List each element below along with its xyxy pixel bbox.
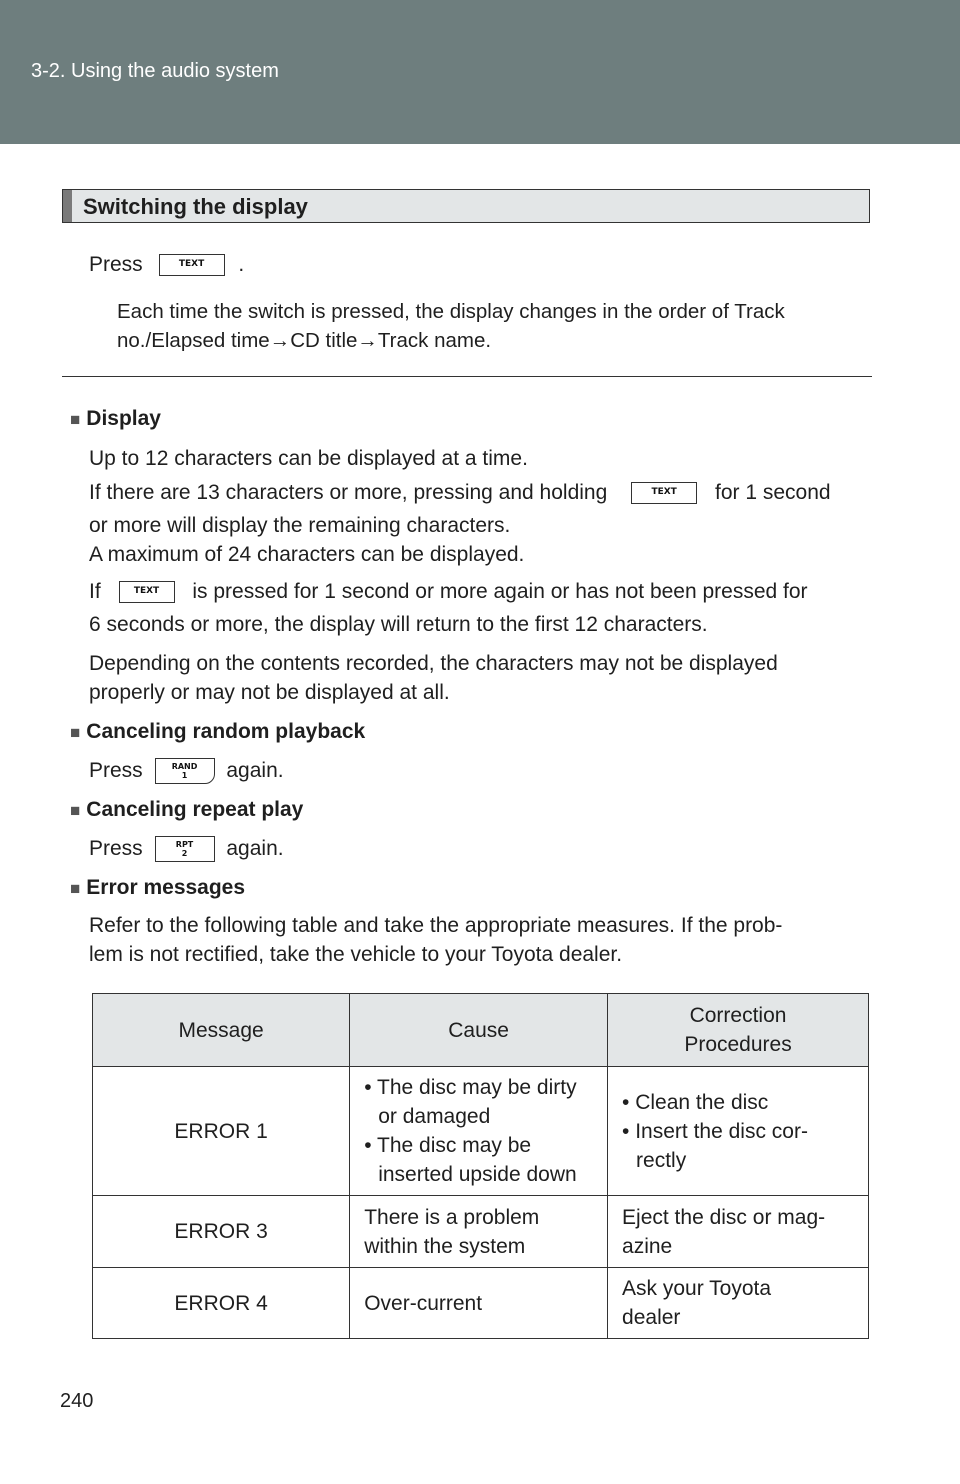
square-bullet-icon: ■	[70, 801, 81, 820]
table-row	[93, 1196, 869, 1268]
col-header-message: Message	[93, 994, 350, 1067]
errors-line1: Refer to the following table and take the appropriate measures. If the prob-	[89, 914, 783, 937]
col-header-correction-text: Correction Procedures	[684, 1004, 792, 1056]
random-press-label: Press	[89, 759, 143, 782]
error-correction	[608, 1268, 869, 1339]
rpt-button-label: RPT	[175, 840, 194, 850]
repeat-press-label: Press	[89, 837, 143, 860]
text-button-icon: TEXT	[159, 254, 225, 276]
error-correction-text: Ask your Toyota dealer	[622, 1277, 772, 1329]
error-cause: Over-current	[350, 1268, 608, 1339]
error-cause	[350, 1067, 608, 1196]
display-line5a: If	[89, 580, 101, 603]
display-line1: Up to 12 characters can be displayed at a time.	[89, 447, 528, 470]
display-line2a: If there are 13 characters or more, pressing and holding	[89, 481, 608, 504]
display-line5b: is pressed for 1 second or more again or has not been pressed for	[192, 580, 808, 603]
correction-bullet: • Clean the disc	[622, 1090, 769, 1114]
switch-desc-line2: no./Elapsed time→CD title→Track name.	[117, 329, 492, 352]
square-bullet-icon: ■	[70, 410, 81, 429]
display-line6: 6 seconds or more, the display will return to the first 12 characters.	[89, 613, 708, 636]
repeat-heading: Canceling repeat play	[86, 798, 304, 821]
rpt-button-number: 2	[181, 849, 188, 859]
rand-button-label: RAND	[171, 762, 198, 772]
cause-bullet: • The disc may be dirty or damaged	[364, 1076, 577, 1128]
random-heading: Canceling random playback	[86, 720, 366, 743]
table-row	[93, 1067, 869, 1196]
display-line8: properly or may not be displayed at all.	[89, 681, 450, 704]
display-line3: or more will display the remaining characters.	[89, 514, 511, 537]
section-title-box	[62, 189, 870, 223]
table-header-row	[93, 994, 869, 1067]
repeat-again: again.	[226, 837, 284, 860]
correction-bullet: • Insert the disc cor-rectly	[622, 1119, 808, 1172]
text-button-icon: TEXT	[631, 482, 697, 504]
repeat-heading-line	[70, 795, 303, 825]
errors-heading: Error messages	[86, 876, 246, 899]
display-line7: Depending on the contents recorded, the characters may not be displayed	[89, 652, 778, 675]
table-row	[93, 1268, 869, 1339]
random-again: again.	[226, 759, 284, 782]
correction-bullet-text: Insert the disc cor-rectly	[635, 1119, 808, 1172]
rand-button-icon	[155, 758, 215, 784]
random-heading-line	[70, 717, 365, 747]
text-button-icon: TEXT	[119, 581, 175, 603]
cause-bullet-text: The disc may be inserted upside down	[377, 1134, 577, 1186]
rand-button-number: 1	[181, 771, 188, 781]
press-period: .	[238, 253, 245, 276]
section-title: Switching the display	[83, 194, 308, 219]
section-title-bar	[63, 190, 72, 222]
rpt-button-icon	[155, 836, 215, 862]
repeat-press-line	[89, 834, 284, 863]
press-text-line	[89, 250, 244, 279]
cause-bullet: • The disc may be inserted upside down	[364, 1134, 577, 1186]
display-heading-line	[70, 404, 161, 434]
switch-desc-line1: Each time the switch is pressed, the display changes in the order of Track	[117, 300, 785, 323]
col-header-correction	[608, 994, 869, 1067]
display-line2b: for 1 second	[714, 481, 831, 504]
error-message: ERROR 4	[93, 1268, 350, 1339]
display-line2	[89, 478, 831, 507]
square-bullet-icon: ■	[70, 879, 81, 898]
error-message: ERROR 3	[93, 1196, 350, 1268]
correction-bullet-text: Clean the disc	[635, 1090, 769, 1114]
random-press-line	[89, 756, 284, 785]
page-number: 240	[60, 1390, 94, 1412]
press-label: Press	[89, 253, 143, 276]
section-breadcrumb: 3-2. Using the audio system	[31, 60, 279, 82]
error-cause-text: There is a problem within the system	[364, 1205, 540, 1258]
error-correction	[608, 1067, 869, 1196]
errors-line2: lem is not rectified, take the vehicle to your Toyota dealer.	[89, 943, 623, 966]
error-table	[92, 993, 869, 1339]
cause-bullet-text: The disc may be dirty or damaged	[377, 1076, 577, 1128]
display-line4: A maximum of 24 characters can be displayed.	[89, 543, 525, 566]
page-header	[0, 0, 960, 144]
errors-heading-line	[70, 873, 245, 903]
display-heading: Display	[86, 407, 161, 430]
col-header-cause: Cause	[350, 994, 608, 1067]
error-correction	[608, 1196, 869, 1268]
error-message: ERROR 1	[93, 1067, 350, 1196]
error-cause	[350, 1196, 608, 1268]
square-bullet-icon: ■	[70, 723, 81, 742]
section-divider	[62, 376, 872, 377]
display-line5	[89, 577, 808, 606]
error-correction-text: Eject the disc or mag-azine	[622, 1205, 826, 1258]
